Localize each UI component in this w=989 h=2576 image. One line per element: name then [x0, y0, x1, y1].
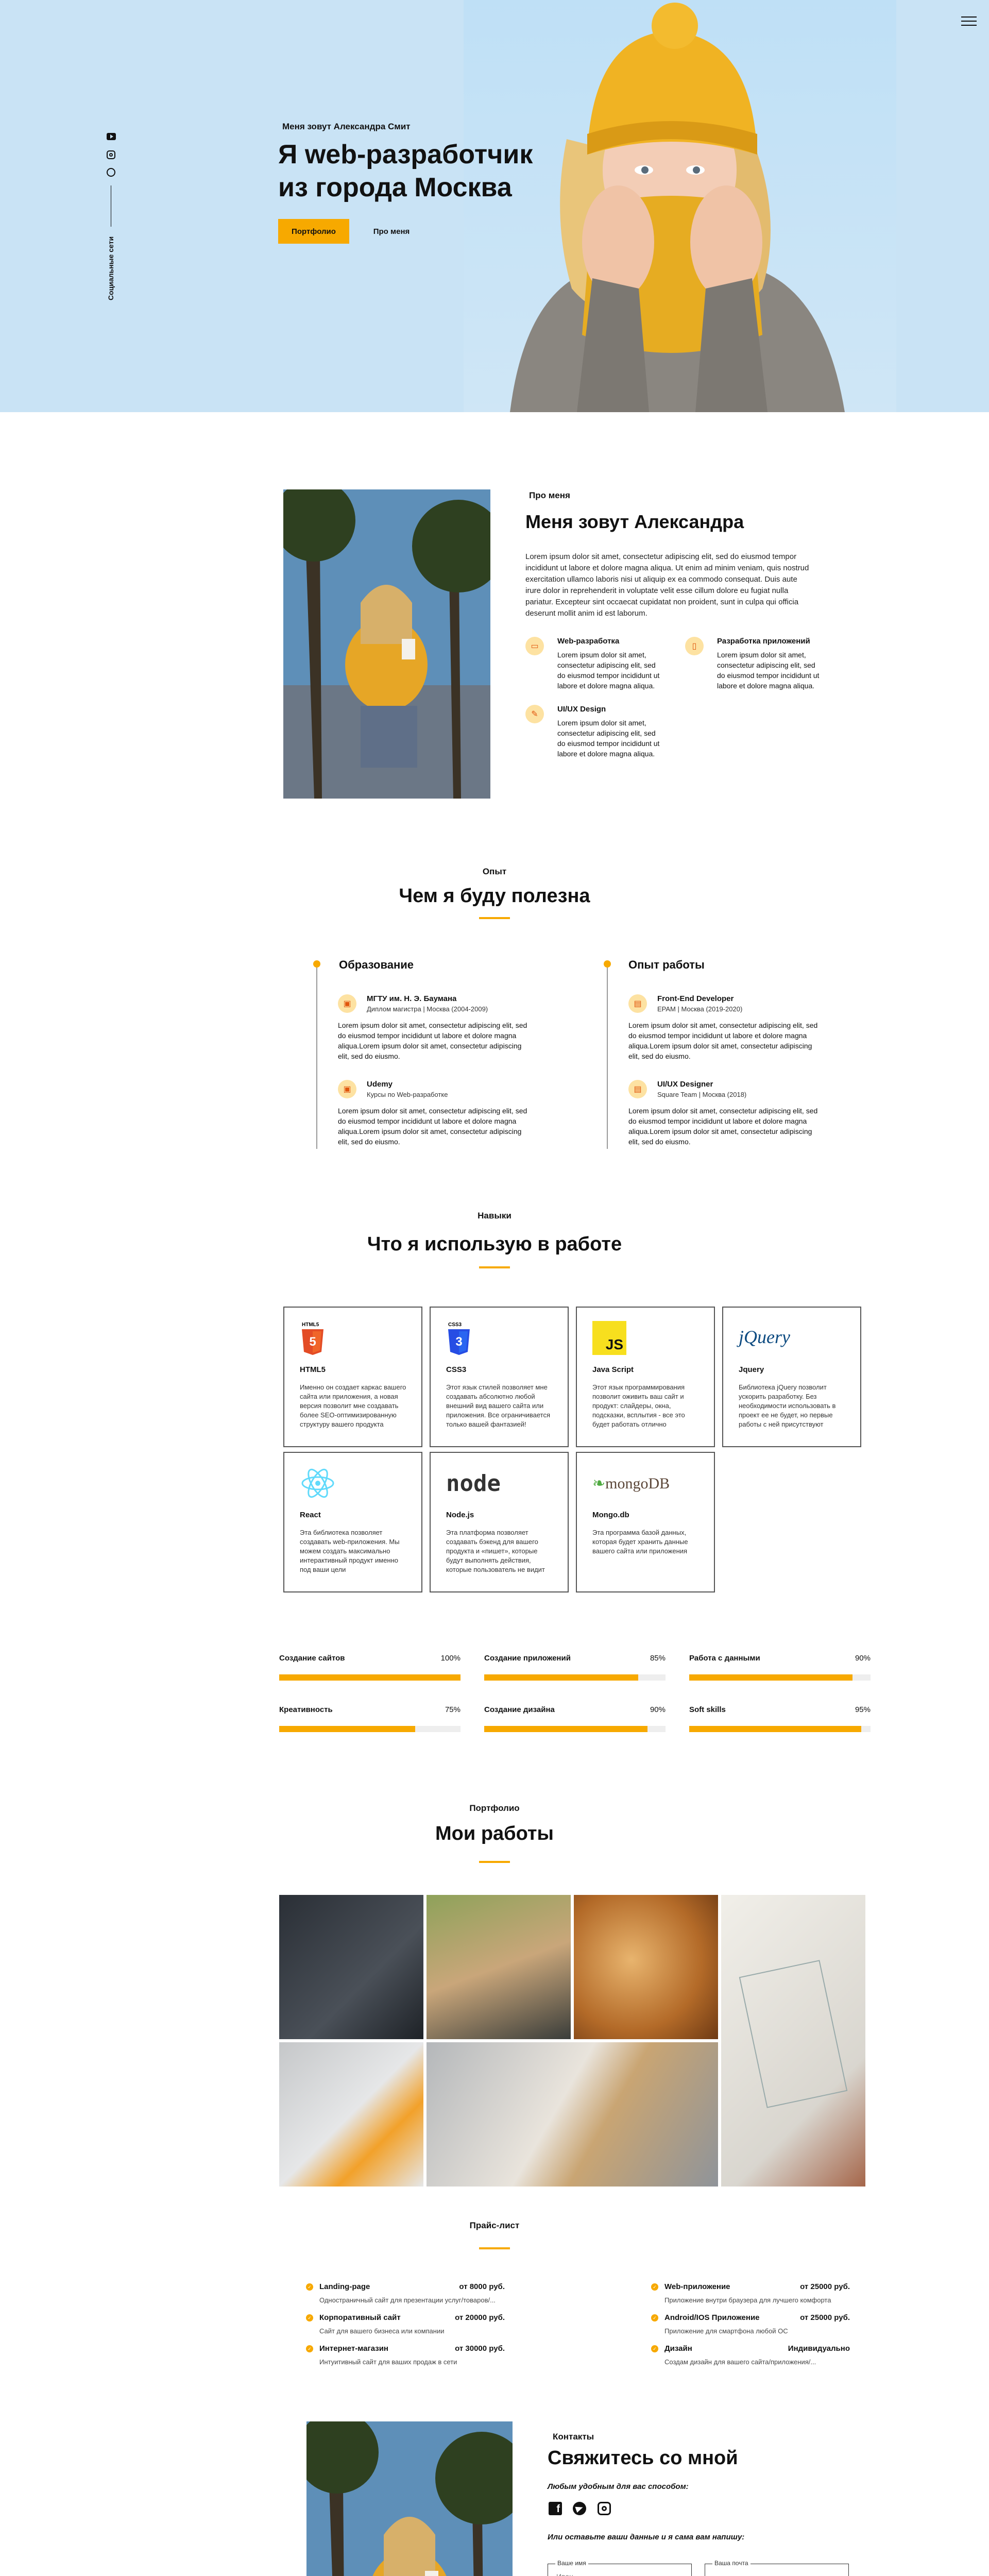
service-item: [525, 637, 664, 691]
item-sub: EPAM | Москва (2019-2020): [657, 1005, 743, 1013]
skill-desc: Этот язык стилей позволяет мне создавать абсолютно любой внешний вид вашего сайта или приложения. Все ограничивается только вашей фантазией!: [446, 1383, 551, 1428]
html5-icon: [300, 1321, 326, 1355]
nodejs-icon: node: [446, 1470, 501, 1497]
skill-bar-label: Работа с данными: [689, 1654, 760, 1663]
service-title: Web-разработка: [557, 637, 620, 646]
contacts-section: [0, 2421, 989, 2576]
timeline-dot: [604, 960, 611, 968]
timeline-item: [338, 994, 528, 1061]
heading-underline: [479, 1861, 510, 1863]
name-label: Ваше имя: [555, 2560, 588, 2567]
social-label: Социальные сети: [107, 236, 115, 300]
item-sub: Диплом магистра | Москва (2004-2009): [367, 1005, 488, 1013]
skill-bar-fill: [484, 1726, 647, 1732]
skill-desc: Именно он создает каркас вашего сайта или приложения, а новая версия позволит мне создавать более SEO-оптимизированную структуру вашего продукта: [300, 1383, 406, 1428]
price-row: [653, 2282, 850, 2304]
price-desc: Создам дизайн для вашего сайта/приложения/...: [664, 2358, 816, 2366]
skill-bar: [689, 1654, 871, 1663]
portfolio-tile[interactable]: [427, 1895, 571, 2039]
skill-name: HTML5: [300, 1365, 326, 1374]
skill-bar: [689, 1705, 871, 1715]
service-text: Lorem ipsum dolor sit amet, consectetur adipiscing elit, sed do eiusmod tempor incididunt ut labore et dolore magna aliqua.: [557, 719, 660, 758]
service-item: [685, 637, 824, 691]
skill-bar-fill: [484, 1674, 638, 1681]
education-title: Образование: [339, 958, 414, 971]
skill-bar-label: Создание приложений: [484, 1654, 571, 1663]
skill-bar-track: [279, 1674, 461, 1681]
service-text: Lorem ipsum dolor sit amet, consectetur adipiscing elit, sed do eiusmod tempor incididunt ut labore et dolore magna aliqua.: [717, 651, 820, 690]
item-title: UI/UX Designer: [657, 1080, 713, 1089]
skill-name: Jquery: [739, 1365, 764, 1374]
price-row: [308, 2313, 505, 2335]
contact-photo: [306, 2421, 513, 2576]
svg-text:3: 3: [455, 1335, 463, 1349]
price-value: от 25000 руб.: [800, 2313, 850, 2322]
skill-bar-track: [689, 1674, 871, 1681]
education-icon: ▣: [338, 1080, 356, 1098]
item-text: Lorem ipsum dolor sit amet, consectetur adipiscing elit, sed do eiusmod tempor incididunt ut labore et dolore magna aliqua.Lorem ipsum dolor sit amet, consectetur adipiscing elit, sed do eiusmo.: [628, 1021, 818, 1060]
check-icon: ✓: [651, 2345, 658, 2352]
skill-card: [576, 1452, 715, 1592]
skill-bar-percent: 85%: [650, 1654, 666, 1663]
skill-bar-track: [484, 1674, 666, 1681]
hero-greeting: Меня зовут Александра Смит: [282, 122, 411, 131]
design-icon: ✎: [525, 705, 544, 723]
price-value: от 8000 руб.: [459, 2282, 505, 2291]
price-value: от 30000 руб.: [455, 2344, 505, 2353]
portfolio-tile[interactable]: [279, 1895, 423, 2039]
hero-title: [278, 138, 533, 204]
price-row: [308, 2282, 505, 2304]
react-icon: [300, 1466, 336, 1500]
monitor-icon: ▭: [525, 637, 544, 655]
skill-bar-track: [279, 1726, 461, 1732]
work-icon: ▤: [628, 994, 647, 1013]
service-text: Lorem ipsum dolor sit amet, consectetur adipiscing elit, sed do eiusmod tempor incididunt ut labore et dolore magna aliqua.: [557, 651, 660, 690]
skill-card: [430, 1452, 569, 1592]
skill-bar-fill: [689, 1674, 852, 1681]
timeline-item: [628, 1080, 819, 1147]
skill-bar: [279, 1654, 461, 1663]
skill-desc: Эта библиотека позволяет создавать web-приложения. Мы можем создать максимально интерактивный продукт именно под ваши цели: [300, 1529, 400, 1573]
timeline-line: [607, 963, 608, 1149]
hero-title-line2: из города Москва: [278, 173, 512, 202]
portfolio-tile[interactable]: [279, 2042, 423, 2187]
price-title: Landing-page: [319, 2282, 370, 2291]
service-item: [525, 705, 664, 759]
item-text: Lorem ipsum dolor sit amet, consectetur adipiscing elit, sed do eiusmod tempor incididunt ut labore et dolore magna aliqua.Lorem ipsum dolor sit amet, consectetur adipiscing elit, sed do eiusmo.: [338, 1107, 527, 1146]
education-icon: ▣: [338, 994, 356, 1013]
svg-text:HTML5: HTML5: [302, 1322, 319, 1328]
skill-bar-percent: 75%: [445, 1705, 461, 1714]
menu-icon[interactable]: [961, 15, 977, 27]
price-value: от 25000 руб.: [800, 2282, 850, 2291]
email-label: Ваша почта: [712, 2560, 751, 2567]
experience-tag: Опыт: [482, 867, 507, 876]
price-desc: Приложение для смартфона любой ОС: [664, 2327, 788, 2335]
svg-text:5: 5: [309, 1335, 316, 1349]
skill-card: [722, 1307, 861, 1447]
about-heading: Меня зовут Александра: [525, 511, 744, 532]
service-title: Разработка приложений: [717, 637, 810, 646]
check-icon: ✓: [306, 2345, 313, 2352]
price-title: Дизайн: [664, 2344, 692, 2353]
price-value: от 20000 руб.: [455, 2313, 505, 2322]
mongodb-icon: ❧mongoDB: [592, 1475, 670, 1492]
work-title: Опыт работы: [628, 958, 705, 971]
youtube-icon[interactable]: [107, 133, 116, 140]
portfolio-tag: Портфолио: [469, 1803, 520, 1813]
price-title: Корпоративный сайт: [319, 2313, 401, 2322]
skill-desc: Библиотека jQuery позволит ускорить разработку. Без необходимости использовать в проект ее не будет, но первые работы с ней присутствуют: [739, 1383, 836, 1428]
price-title: Интернет-магазин: [319, 2344, 388, 2353]
skill-bar-fill: [279, 1726, 415, 1732]
skill-bar: [279, 1705, 461, 1715]
about-tag: Про меня: [529, 490, 570, 500]
jquery-icon: jQuery: [739, 1327, 790, 1347]
heading-underline: [479, 917, 510, 919]
timeline-item: [628, 994, 819, 1061]
price-desc: Одностраничный сайт для презентации услуг/товаров/...: [319, 2296, 496, 2304]
skill-bar-percent: 100%: [440, 1654, 461, 1663]
timeline-line: [316, 963, 317, 1149]
skill-card: [283, 1452, 422, 1592]
name-field[interactable]: [548, 2560, 692, 2576]
instagram-icon[interactable]: [598, 2502, 611, 2515]
skill-card: [283, 1307, 422, 1447]
about-section: [0, 412, 989, 824]
experience-heading: Чем я буду полезна: [399, 885, 590, 907]
skill-bar-label: Создание сайтов: [279, 1654, 345, 1663]
skill-card: [576, 1307, 715, 1447]
javascript-icon: JS: [592, 1321, 626, 1355]
skills-section: [0, 1185, 989, 1752]
skill-bar-percent: 90%: [855, 1654, 871, 1663]
skill-bar-label: Soft skills: [689, 1705, 726, 1714]
mobile-icon: ▯: [685, 637, 704, 655]
pricing-tag: Прайс-лист: [469, 2221, 520, 2230]
skills-heading: Что я использую в работе: [367, 1233, 622, 1255]
item-title: Front-End Developer: [657, 994, 734, 1003]
check-icon: ✓: [651, 2283, 658, 2291]
email-input[interactable]: [713, 2572, 828, 2576]
price-row: [308, 2344, 505, 2366]
skill-name: Mongo.db: [592, 1511, 629, 1519]
portfolio-tile[interactable]: [574, 1895, 718, 2039]
css3-icon: [446, 1321, 472, 1355]
item-sub: Square Team | Москва (2018): [657, 1091, 747, 1098]
pricing-section: [0, 2190, 989, 2421]
price-desc: Интуитивный сайт для ваших продаж в сети: [319, 2358, 457, 2366]
telegram-icon[interactable]: [573, 2502, 586, 2515]
portfolio-tile[interactable]: [721, 1895, 865, 2187]
skill-name: CSS3: [446, 1365, 467, 1374]
email-field[interactable]: [705, 2560, 849, 2576]
portfolio-section: [0, 1752, 989, 2190]
facebook-icon[interactable]: f: [549, 2502, 562, 2515]
item-title: МГТУ им. Н. Э. Баумана: [367, 994, 457, 1003]
check-icon: ✓: [306, 2283, 313, 2291]
price-title: Web-приложение: [664, 2282, 730, 2291]
skill-bar: [484, 1654, 666, 1663]
about-button[interactable]: Про меня: [373, 227, 410, 236]
skill-bar-label: Креативность: [279, 1705, 333, 1714]
check-icon: ✓: [651, 2314, 658, 2321]
skills-tag: Навыки: [478, 1211, 511, 1221]
contacts-tag: Контакты: [553, 2432, 594, 2442]
skill-name: React: [300, 1511, 321, 1519]
service-title: UI/UX Design: [557, 705, 606, 714]
item-text: Lorem ipsum dolor sit amet, consectetur adipiscing elit, sed do eiusmod tempor incididunt ut labore et dolore magna aliqua.Lorem ipsum dolor sit amet, consectetur adipiscing elit, sed do eiusmo.: [338, 1021, 527, 1060]
price-desc: Приложение внутри браузера для лучшего комфорта: [664, 2296, 831, 2304]
contacts-heading: Свяжитесь со мной: [548, 2447, 738, 2469]
portfolio-heading: Мои работы: [435, 1823, 554, 1844]
heading-underline: [479, 1266, 510, 1268]
price-title: Android/IOS Приложение: [664, 2313, 760, 2322]
price-row: [653, 2313, 850, 2335]
instagram-icon[interactable]: [107, 150, 115, 159]
social-sidebar: [103, 129, 118, 314]
contacts-form-intro: Или оставьте ваши данные и я сама вам напишу:: [548, 2533, 745, 2541]
skill-name: Java Script: [592, 1365, 634, 1374]
skill-bar-track: [689, 1726, 871, 1732]
telegram-icon[interactable]: [107, 168, 115, 177]
skill-bar-percent: 90%: [650, 1705, 666, 1714]
skill-bar-label: Создание дизайна: [484, 1705, 555, 1714]
price-desc: Сайт для вашего бизнеса или компании: [319, 2327, 445, 2335]
item-text: Lorem ipsum dolor sit amet, consectetur adipiscing elit, sed do eiusmod tempor incididunt ut labore et dolore magna aliqua.Lorem ipsum dolor sit amet, consectetur adipiscing elit, sed do eiusmo.: [628, 1107, 818, 1146]
skill-desc: Этот язык программирования позволит оживить ваш сайт и продукт: слайдеры, окна, подсказки, всплытия - все это будет работать отлично: [592, 1383, 685, 1428]
hero-title-line1: Я web-разработчик: [278, 140, 533, 170]
svg-text:CSS3: CSS3: [448, 1322, 462, 1328]
item-sub: Курсы по Web-разработке: [367, 1091, 448, 1098]
heading-underline: [479, 2247, 510, 2249]
skill-bar-fill: [689, 1726, 861, 1732]
price-value: Индивидуально: [788, 2344, 850, 2353]
timeline-item: [338, 1080, 528, 1147]
about-photo: [283, 489, 490, 799]
name-input[interactable]: [556, 2572, 671, 2576]
contacts-channels: Любым удобным для вас способом:: [548, 2482, 689, 2491]
skill-desc: Эта программа базой данных, которая будет хранить данные вашего сайта или приложения: [592, 1529, 688, 1555]
skill-bar-percent: 95%: [855, 1705, 871, 1714]
skill-bar-fill: [279, 1674, 461, 1681]
hero-photo: [464, 0, 896, 412]
item-title: Udemy: [367, 1080, 393, 1089]
hero-section: [0, 0, 989, 412]
skill-desc: Эта платформа позволяет создавать бэкенд для вашего продукта и «пишет», которые будут выполнять действия, которые пользователь не видит: [446, 1529, 545, 1573]
portfolio-tile[interactable]: [427, 2042, 718, 2187]
portfolio-button[interactable]: Портфолио: [278, 219, 349, 244]
skill-name: Node.js: [446, 1511, 474, 1519]
skill-bar-track: [484, 1726, 666, 1732]
skill-bar: [484, 1705, 666, 1715]
check-icon: ✓: [306, 2314, 313, 2321]
about-text: Lorem ipsum dolor sit amet, consectetur adipiscing elit, sed do eiusmod tempor incididunt ut labore et dolore magna aliqua. Ut enim ad minim veniam, quis nostrud exercitation ullamco laboris nisi ut aliquip ex ea commodo consequat. Duis aute irure dolor in reprehenderit in voluptate velit esse cillum dolore eu fugiat nulla pariatur. Excepteur sint occaecat cupidatat non proident, sunt in culpa qui officia deserunt mollit anim id est laborum.: [525, 552, 809, 618]
price-row: [653, 2344, 850, 2366]
timeline-dot: [313, 960, 320, 968]
skill-card: [430, 1307, 569, 1447]
experience-section: [0, 824, 989, 1185]
work-icon: ▤: [628, 1080, 647, 1098]
